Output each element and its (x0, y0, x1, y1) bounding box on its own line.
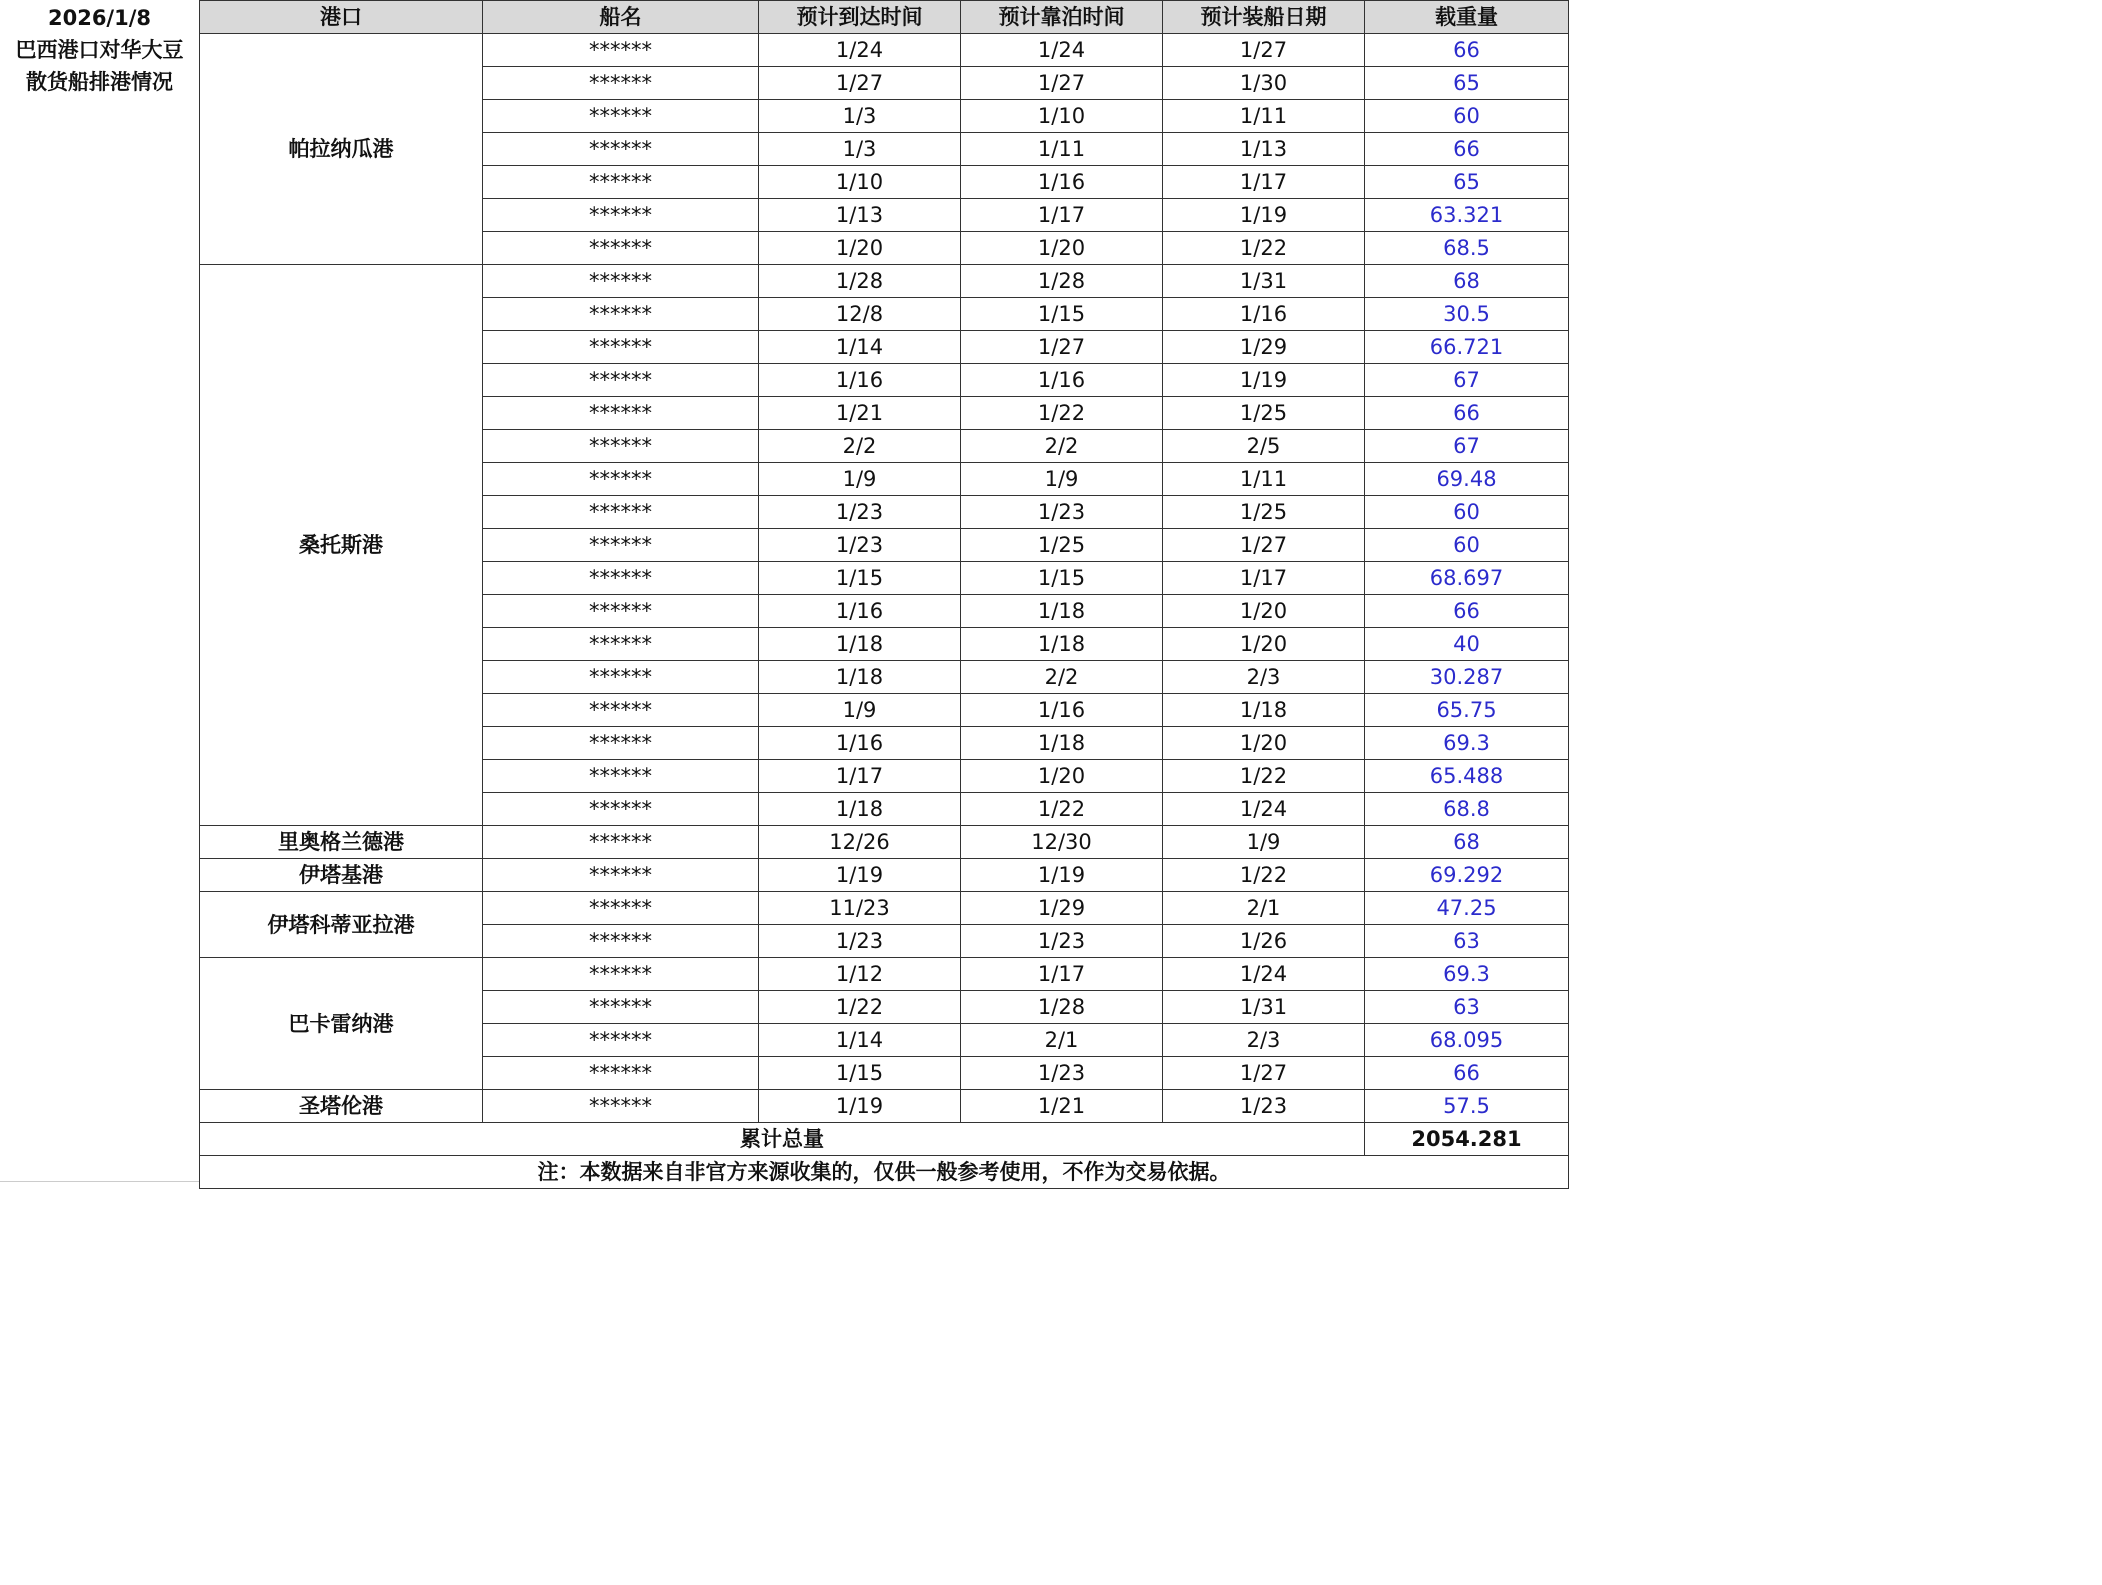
berthing-cell: 1/20 (961, 232, 1163, 265)
loading-cell: 1/11 (1163, 100, 1365, 133)
berthing-cell: 1/16 (961, 694, 1163, 727)
berthing-cell: 1/28 (961, 991, 1163, 1024)
berthing-cell: 12/30 (961, 826, 1163, 859)
tonnage-cell: 60 (1365, 496, 1569, 529)
berthing-cell: 1/25 (961, 529, 1163, 562)
ship-cell: ****** (483, 793, 759, 826)
ship-cell: ****** (483, 958, 759, 991)
tonnage-cell: 66 (1365, 34, 1569, 67)
berthing-cell: 1/21 (961, 1090, 1163, 1123)
tonnage-cell: 69.48 (1365, 463, 1569, 496)
loading-cell: 1/20 (1163, 727, 1365, 760)
arrival-cell: 12/8 (759, 298, 961, 331)
loading-cell: 1/19 (1163, 199, 1365, 232)
table-row (200, 892, 1569, 925)
arrival-cell: 1/16 (759, 364, 961, 397)
port-name-cell: 圣塔伦港 (200, 1090, 483, 1123)
arrival-cell: 12/26 (759, 826, 961, 859)
loading-cell: 1/18 (1163, 694, 1365, 727)
loading-cell: 1/20 (1163, 628, 1365, 661)
table-row (200, 958, 1569, 991)
arrival-cell: 1/18 (759, 628, 961, 661)
arrival-cell: 1/18 (759, 793, 961, 826)
loading-cell: 1/16 (1163, 298, 1365, 331)
loading-cell: 1/27 (1163, 34, 1365, 67)
total-value: 2054.281 (1365, 1123, 1569, 1156)
ship-cell: ****** (483, 826, 759, 859)
tonnage-cell: 65 (1365, 166, 1569, 199)
berthing-cell: 1/15 (961, 298, 1163, 331)
ship-cell: ****** (483, 859, 759, 892)
ship-cell: ****** (483, 331, 759, 364)
ship-cell: ****** (483, 628, 759, 661)
loading-cell: 1/31 (1163, 991, 1365, 1024)
arrival-cell: 1/15 (759, 1057, 961, 1090)
loading-cell: 1/27 (1163, 529, 1365, 562)
port-name-cell: 桑托斯港 (200, 265, 483, 826)
loading-cell: 1/30 (1163, 67, 1365, 100)
ship-cell: ****** (483, 925, 759, 958)
report-title (0, 0, 199, 98)
arrival-cell: 1/10 (759, 166, 961, 199)
tonnage-cell: 67 (1365, 430, 1569, 463)
berthing-cell: 1/18 (961, 727, 1163, 760)
arrival-cell: 1/23 (759, 925, 961, 958)
arrival-cell: 1/3 (759, 133, 961, 166)
berthing-cell: 1/20 (961, 760, 1163, 793)
ship-cell: ****** (483, 1024, 759, 1057)
berthing-cell: 1/28 (961, 265, 1163, 298)
tonnage-cell: 63.321 (1365, 199, 1569, 232)
loading-cell: 1/27 (1163, 1057, 1365, 1090)
loading-cell: 1/25 (1163, 397, 1365, 430)
arrival-cell: 2/2 (759, 430, 961, 463)
ship-cell: ****** (483, 727, 759, 760)
port-schedule-table (199, 0, 1569, 1189)
berthing-cell: 1/17 (961, 199, 1163, 232)
table-row (200, 1090, 1569, 1123)
column-header-port: 港口 (200, 1, 483, 34)
loading-cell: 2/3 (1163, 661, 1365, 694)
berthing-cell: 1/11 (961, 133, 1163, 166)
arrival-cell: 1/18 (759, 661, 961, 694)
arrival-cell: 1/16 (759, 727, 961, 760)
ship-cell: ****** (483, 463, 759, 496)
column-header-ship: 船名 (483, 1, 759, 34)
loading-cell: 2/1 (1163, 892, 1365, 925)
loading-cell: 2/3 (1163, 1024, 1365, 1057)
tonnage-cell: 68.095 (1365, 1024, 1569, 1057)
disclaimer-note: 注：本数据来自非官方来源收集的，仅供一般参考使用，不作为交易依据。 (200, 1156, 1569, 1189)
tonnage-cell: 30.287 (1365, 661, 1569, 694)
report-title-line1: 巴西港口对华大豆 (15, 38, 184, 62)
loading-cell: 1/23 (1163, 1090, 1365, 1123)
loading-cell: 1/22 (1163, 859, 1365, 892)
tonnage-cell: 69.292 (1365, 859, 1569, 892)
column-header-loading: 预计装船日期 (1163, 1, 1365, 34)
tonnage-cell: 68.8 (1365, 793, 1569, 826)
loading-cell: 1/24 (1163, 958, 1365, 991)
tonnage-cell: 65.488 (1365, 760, 1569, 793)
arrival-cell: 1/16 (759, 595, 961, 628)
berthing-cell: 1/27 (961, 331, 1163, 364)
tonnage-cell: 66.721 (1365, 331, 1569, 364)
berthing-cell: 1/22 (961, 793, 1163, 826)
total-label: 累计总量 (200, 1123, 1365, 1156)
ship-cell: ****** (483, 232, 759, 265)
tonnage-cell: 66 (1365, 1057, 1569, 1090)
arrival-cell: 11/23 (759, 892, 961, 925)
loading-cell: 1/11 (1163, 463, 1365, 496)
ship-cell: ****** (483, 397, 759, 430)
ship-cell: ****** (483, 661, 759, 694)
arrival-cell: 1/24 (759, 34, 961, 67)
loading-cell: 1/24 (1163, 793, 1365, 826)
tonnage-cell: 66 (1365, 397, 1569, 430)
column-header-tonnage: 载重量 (1365, 1, 1569, 34)
tonnage-cell: 60 (1365, 529, 1569, 562)
loading-cell: 1/22 (1163, 232, 1365, 265)
note-row (200, 1156, 1569, 1189)
tonnage-cell: 63 (1365, 925, 1569, 958)
loading-cell: 1/26 (1163, 925, 1365, 958)
tonnage-cell: 68 (1365, 265, 1569, 298)
loading-cell: 1/13 (1163, 133, 1365, 166)
berthing-cell: 1/9 (961, 463, 1163, 496)
berthing-cell: 1/16 (961, 364, 1163, 397)
total-row (200, 1123, 1569, 1156)
tonnage-cell: 66 (1365, 595, 1569, 628)
ship-cell: ****** (483, 760, 759, 793)
arrival-cell: 1/13 (759, 199, 961, 232)
loading-cell: 1/19 (1163, 364, 1365, 397)
arrival-cell: 1/12 (759, 958, 961, 991)
header-row (200, 1, 1569, 34)
tonnage-cell: 65 (1365, 67, 1569, 100)
berthing-cell: 1/18 (961, 628, 1163, 661)
ship-cell: ****** (483, 199, 759, 232)
tonnage-cell: 69.3 (1365, 958, 1569, 991)
berthing-cell: 1/23 (961, 925, 1163, 958)
port-name-cell: 里奥格兰德港 (200, 826, 483, 859)
berthing-cell: 1/23 (961, 1057, 1163, 1090)
arrival-cell: 1/19 (759, 859, 961, 892)
loading-cell: 1/17 (1163, 562, 1365, 595)
port-name-cell: 伊塔科蒂亚拉港 (200, 892, 483, 958)
ship-cell: ****** (483, 1057, 759, 1090)
column-header-arrival: 预计到达时间 (759, 1, 961, 34)
tonnage-cell: 65.75 (1365, 694, 1569, 727)
berthing-cell: 1/27 (961, 67, 1163, 100)
ship-cell: ****** (483, 562, 759, 595)
tonnage-cell: 40 (1365, 628, 1569, 661)
report-date: 2026/1/8 (47, 6, 151, 30)
berthing-cell: 1/23 (961, 496, 1163, 529)
ship-cell: ****** (483, 364, 759, 397)
loading-cell: 2/5 (1163, 430, 1365, 463)
ship-cell: ****** (483, 67, 759, 100)
arrival-cell: 1/3 (759, 100, 961, 133)
arrival-cell: 1/9 (759, 463, 961, 496)
berthing-cell: 1/24 (961, 34, 1163, 67)
ship-cell: ****** (483, 991, 759, 1024)
port-name-cell: 伊塔基港 (200, 859, 483, 892)
loading-cell: 1/31 (1163, 265, 1365, 298)
ship-cell: ****** (483, 1090, 759, 1123)
berthing-cell: 1/19 (961, 859, 1163, 892)
berthing-cell: 1/10 (961, 100, 1163, 133)
ship-cell: ****** (483, 100, 759, 133)
arrival-cell: 1/22 (759, 991, 961, 1024)
ship-cell: ****** (483, 529, 759, 562)
title-panel (0, 0, 200, 1182)
ship-cell: ****** (483, 595, 759, 628)
tonnage-cell: 63 (1365, 991, 1569, 1024)
berthing-cell: 2/1 (961, 1024, 1163, 1057)
berthing-cell: 2/2 (961, 430, 1163, 463)
berthing-cell: 1/29 (961, 892, 1163, 925)
table-row (200, 859, 1569, 892)
arrival-cell: 1/23 (759, 496, 961, 529)
loading-cell: 1/25 (1163, 496, 1365, 529)
arrival-cell: 1/19 (759, 1090, 961, 1123)
arrival-cell: 1/14 (759, 1024, 961, 1057)
tonnage-cell: 60 (1365, 100, 1569, 133)
tonnage-cell: 66 (1365, 133, 1569, 166)
berthing-cell: 1/16 (961, 166, 1163, 199)
port-name-cell: 帕拉纳瓜港 (200, 34, 483, 265)
arrival-cell: 1/21 (759, 397, 961, 430)
loading-cell: 1/29 (1163, 331, 1365, 364)
tonnage-cell: 68.697 (1365, 562, 1569, 595)
port-name-cell: 巴卡雷纳港 (200, 958, 483, 1090)
berthing-cell: 1/17 (961, 958, 1163, 991)
loading-cell: 1/22 (1163, 760, 1365, 793)
arrival-cell: 1/20 (759, 232, 961, 265)
ship-cell: ****** (483, 496, 759, 529)
ship-cell: ****** (483, 133, 759, 166)
tonnage-cell: 68 (1365, 826, 1569, 859)
ship-cell: ****** (483, 166, 759, 199)
tonnage-cell: 69.3 (1365, 727, 1569, 760)
berthing-cell: 1/15 (961, 562, 1163, 595)
loading-cell: 1/9 (1163, 826, 1365, 859)
arrival-cell: 1/27 (759, 67, 961, 100)
berthing-cell: 1/18 (961, 595, 1163, 628)
arrival-cell: 1/17 (759, 760, 961, 793)
berthing-cell: 2/2 (961, 661, 1163, 694)
ship-cell: ****** (483, 298, 759, 331)
arrival-cell: 1/14 (759, 331, 961, 364)
arrival-cell: 1/23 (759, 529, 961, 562)
report-title-line2: 散货船排港情况 (26, 70, 173, 94)
tonnage-cell: 30.5 (1365, 298, 1569, 331)
loading-cell: 1/17 (1163, 166, 1365, 199)
table-row (200, 34, 1569, 67)
table-body (200, 34, 1569, 1123)
tonnage-cell: 68.5 (1365, 232, 1569, 265)
ship-cell: ****** (483, 34, 759, 67)
table-row (200, 265, 1569, 298)
loading-cell: 1/20 (1163, 595, 1365, 628)
table-row (200, 826, 1569, 859)
ship-cell: ****** (483, 694, 759, 727)
tonnage-cell: 57.5 (1365, 1090, 1569, 1123)
arrival-cell: 1/15 (759, 562, 961, 595)
tonnage-cell: 67 (1365, 364, 1569, 397)
ship-cell: ****** (483, 892, 759, 925)
column-header-berthing: 预计靠泊时间 (961, 1, 1163, 34)
arrival-cell: 1/28 (759, 265, 961, 298)
ship-cell: ****** (483, 265, 759, 298)
arrival-cell: 1/9 (759, 694, 961, 727)
ship-cell: ****** (483, 430, 759, 463)
tonnage-cell: 47.25 (1365, 892, 1569, 925)
berthing-cell: 1/22 (961, 397, 1163, 430)
